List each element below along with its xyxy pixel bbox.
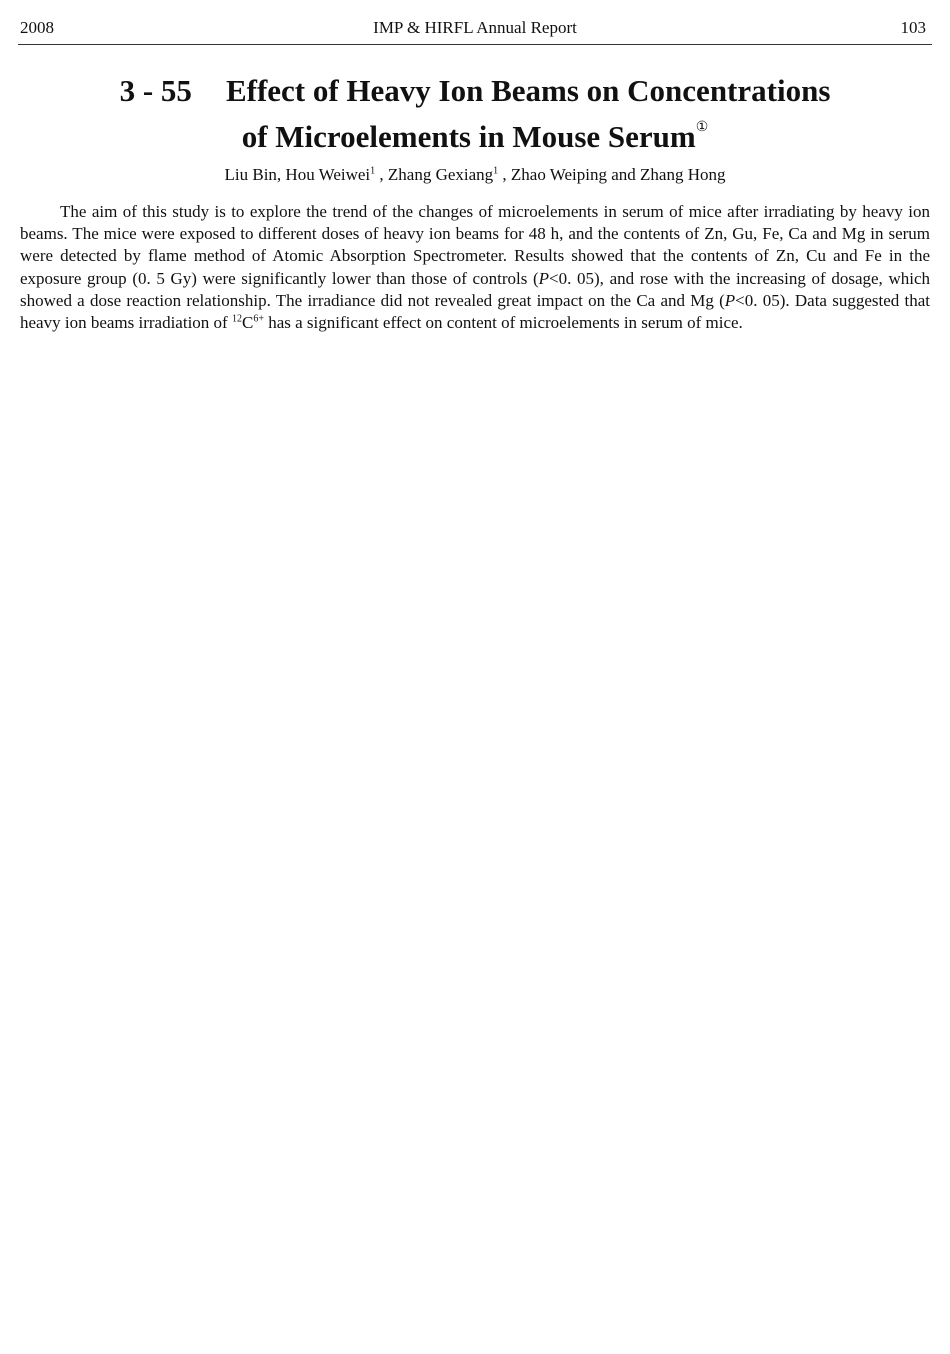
author: Hou Weiwei <box>285 165 371 184</box>
header-year: 2008 <box>20 18 54 37</box>
abstract-text-1: The aim of this study is to explore the trend of the changes of microelements in serum of mice after irradiating by heavy ion beams. The mice were exposed to different doses of heavy ion beams for 48 h, and the contents of Zn, Gu, Fe, Ca and Mg in serum were detected by flame method of Atomic Absorption Spectrometer. Results showed that the contents of Zn, Cu and Fe in the exposure group (0. 5 Gy) were significantly lower than those of controls ( <box>20 202 930 288</box>
header-page-number: 103 <box>900 18 926 37</box>
author-separator: , <box>276 165 286 184</box>
author: Liu Bin <box>224 165 277 184</box>
title-text-2: of Microelements in Mouse Serum <box>241 119 696 154</box>
title-text-1: Effect of Heavy Ion Beams on Concentrations <box>225 73 831 108</box>
abstract-paragraph <box>20 201 930 334</box>
page-header <box>18 14 932 45</box>
isotope-charge: 6+ <box>253 313 264 325</box>
title-line-1 <box>0 72 950 109</box>
article-number: 3 - 55 <box>119 73 192 108</box>
author-affiliation: 1 <box>493 165 499 177</box>
isotope-symbol: C <box>241 313 254 333</box>
author-separator: , <box>375 165 388 184</box>
author: Zhang Gexiang <box>387 165 494 184</box>
author-list <box>0 165 950 185</box>
footnote-mark: ① <box>695 120 709 135</box>
abstract-text-2: <0. 05), and rose with the increasing of dosage, which showed a dose reaction relationship. The irradiance did not revealed great impact on the Ca and Mg ( <box>20 268 931 310</box>
p-value-symbol: P <box>538 268 550 288</box>
abstract-text-4: has a significant effect on content of microelements in serum of mice. <box>263 313 743 333</box>
abstract-text-3: <0. 05). Data suggested that heavy ion beams irradiation of <box>20 290 930 333</box>
author-separator: , <box>498 165 511 184</box>
header-journal-title: IMP & HIRFL Annual Report <box>373 18 577 37</box>
author-affiliation: 1 <box>370 165 376 177</box>
article-title <box>0 72 950 155</box>
isotope-mass-number: 12 <box>231 313 242 325</box>
title-line-2 <box>0 109 950 155</box>
author: Zhao Weiping and Zhang Hong <box>510 165 726 184</box>
p-value-symbol: P <box>724 290 736 310</box>
